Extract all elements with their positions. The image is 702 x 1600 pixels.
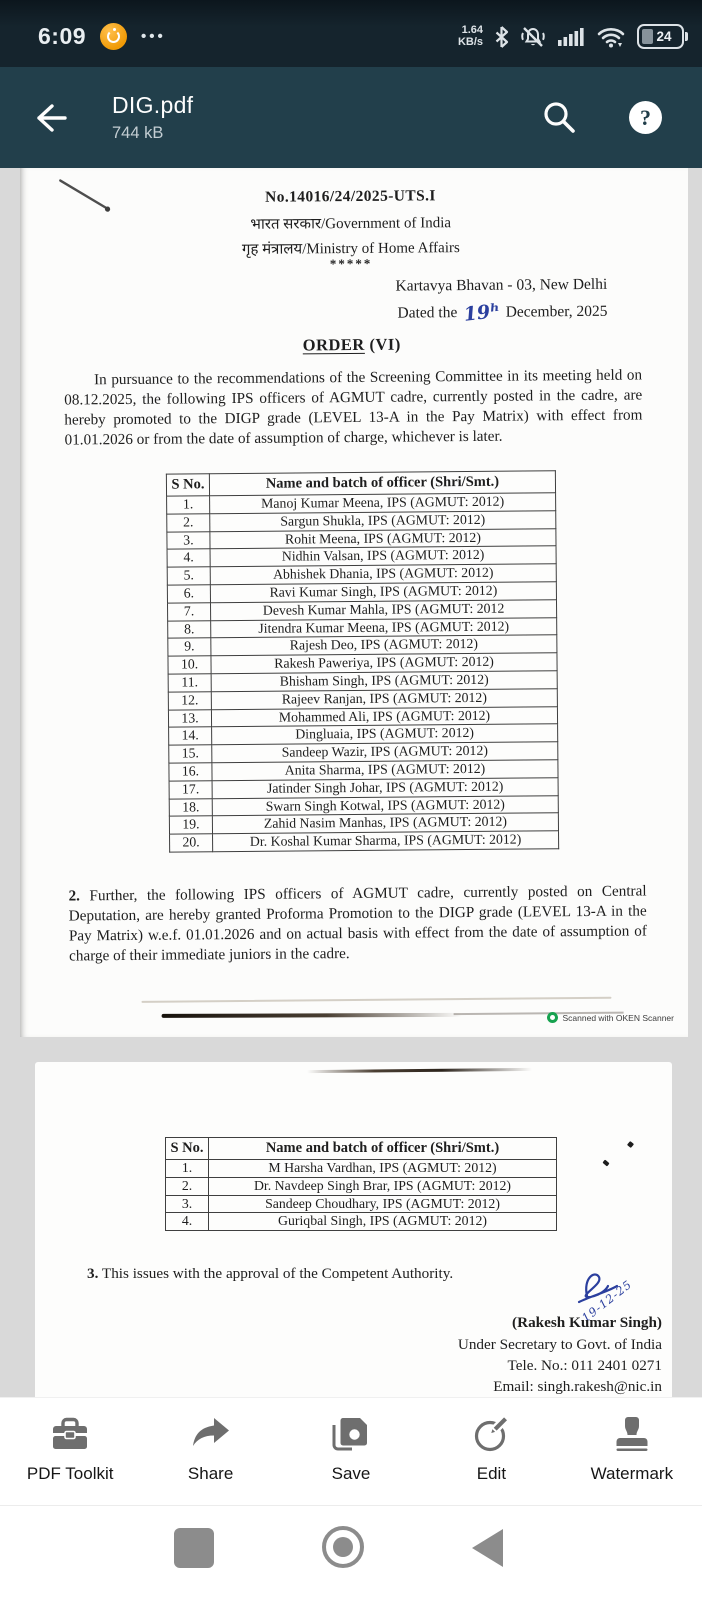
officer-name-cell: Anita Sharma, IPS (AGMUT: 2012) [212,760,558,781]
signatory-designation: Under Secretary to Govt. of India [457,1336,662,1353]
paragraph-3: 3. This issues with the approval of the Competent Authority. [87,1265,454,1282]
file-title: DIG.pdf [112,92,194,118]
serial-no-cell: 19. [169,816,212,834]
org-line-1: भारत सरकार/Government of India [250,215,452,233]
toolbar-watermark[interactable] [562,1398,702,1505]
officer-name-cell: Rohit Meena, IPS (AGMUT: 2012) [210,528,556,549]
officer-name-cell: Jitendra Kumar Meena, IPS (AGMUT: 2012) [211,617,557,638]
serial-no-cell: 9. [168,638,211,656]
status-bar [0,0,702,67]
serial-no-cell: 1. [166,1160,209,1178]
search-button[interactable] [541,100,577,136]
serial-no-cell: 7. [167,603,210,621]
battery-level: 24 [656,29,672,44]
nav-home-button[interactable] [322,1526,364,1568]
col-officer-name: Name and batch of officer (Shri/Smt.) [209,471,555,496]
paragraph-1: In pursuance to the recommendations of the Screening Committee in its meeting held on 08.12.2025, the following IPS officers of AGMUT cadre, currently posted in the cadre, are hereby promoted to the DIGP grade (LEVEL 13-A in the Pay Matrix) with effect from 01.01.2026 or from the date of assumption of charge, whichever is later. [64,366,643,449]
serial-no-cell: 1. [167,496,210,514]
paragraph-2: 2. Further, the following IPS officers of AGMUT cadre, currently posted on Central Deputation, are hereby granted Proforma Promotion to the DIGP grade (LEVEL 13-A in the Pay Matrix) w.e.f. 01.01.2026 and on actual basis with effect from the date of assumption of charge of their immediate juniors in the cadre. [68,882,647,965]
officer-row [166,1195,557,1213]
officers-table-page1 [166,470,559,852]
nav-back-button[interactable] [472,1529,503,1567]
officer-name-cell: Sandeep Wazir, IPS (AGMUT: 2012) [212,742,558,763]
signature-date: 19-12-25 [579,1277,635,1325]
back-button[interactable] [32,101,70,135]
serial-no-cell: 8. [168,620,211,638]
officer-name-cell: Dr. Koshal Kumar Sharma, IPS (AGMUT: 2012) [213,831,559,852]
mute-vibrate-icon [520,25,546,49]
oken-scanner-attribution: Scanned with OKEN Scanner [547,1012,674,1023]
signatory-phone: Tele. No.: 011 2401 0271 [507,1357,662,1374]
signatory-email: Email: singh.rakesh@nic.in [493,1378,662,1395]
ink-speck [627,1141,634,1148]
bottom-toolbar [0,1397,702,1505]
serial-no-cell: 13. [168,709,211,727]
toolbar-label: Share [187,1464,234,1483]
app-notification-icon [100,23,127,50]
officer-name-cell: Manoj Kumar Meena, IPS (AGMUT: 2012) [210,493,556,514]
officers-table-page2 [165,1137,557,1231]
pdf-viewport[interactable] [0,168,702,1397]
bluetooth-icon [494,25,509,49]
officer-name-cell: Rakesh Paweriya, IPS (AGMUT: 2012) [211,653,557,674]
oken-scanner-icon [547,1012,558,1023]
officer-name-cell: Sargun Shukla, IPS (AGMUT: 2012) [210,511,556,532]
toolbar-save[interactable] [281,1398,421,1505]
serial-no-cell: 16. [169,763,212,781]
officer-name-cell: Swarn Singh Kotwal, IPS (AGMUT: 2012) [212,795,558,816]
serial-no-cell: 12. [168,692,211,710]
handwritten-day: 19ʰ [462,299,502,326]
toolbar-label: Save [331,1464,371,1483]
serial-no-cell: 2. [167,514,210,532]
toolbar-label: Edit [476,1464,507,1483]
scan-artifact-dark [162,1013,462,1018]
toolbox-icon [49,1414,91,1454]
officer-row [166,1160,557,1178]
toolbar-label: PDF Toolkit [26,1464,114,1483]
file-size: 744 kB [112,124,164,142]
clock: 6:09 [38,23,87,49]
officer-row [166,1213,557,1231]
signatory-name: (Rakesh Kumar Singh) [512,1314,662,1331]
officer-row [170,831,559,852]
serial-no-cell: 20. [170,834,213,852]
officer-name-cell: Zahid Nasim Manhas, IPS (AGMUT: 2012) [212,813,558,834]
ink-speck [602,1160,609,1167]
serial-no-cell: 18. [169,798,212,816]
scan-artifact-top [307,1068,532,1073]
edit-pencil-icon [470,1414,512,1454]
serial-no-cell: 11. [168,674,211,692]
pdf-page-1 [20,168,688,1037]
serial-no-cell: 4. [166,1213,209,1231]
officer-name-cell: Rajesh Deo, IPS (AGMUT: 2012) [211,635,557,656]
app-bar [0,67,702,168]
wifi-icon [596,25,626,49]
more-notifications-icon: ••• [141,28,166,45]
battery-icon [637,24,684,49]
toolbar-pdf-toolkit[interactable] [0,1398,140,1505]
cell-signal-icon [557,25,585,49]
officer-name-cell: Jatinder Singh Johar, IPS (AGMUT: 2012) [212,777,558,798]
nav-recents-button[interactable] [174,1528,214,1568]
officer-name-cell: M Harsha Vardhan, IPS (AGMUT: 2012) [209,1160,557,1178]
serial-no-cell: 10. [168,656,211,674]
org-line-2: गृह मंत्रालय/Ministry of Home Affairs [241,240,460,258]
officer-row [166,1177,557,1195]
officer-name-cell: Nidhin Valsan, IPS (AGMUT: 2012) [210,546,556,567]
serial-no-cell: 2. [166,1177,209,1195]
serial-no-cell: 3. [166,1195,209,1213]
serial-no-cell: 15. [169,745,212,763]
help-button[interactable]: ? [629,101,662,134]
table-header-row [166,1138,557,1160]
officer-name-cell: Mohammed Ali, IPS (AGMUT: 2012) [211,706,557,727]
officer-name-cell: Dr. Navdeep Singh Brar, IPS (AGMUT: 2012) [209,1177,557,1195]
network-speed-indicator: 1.64 KB/s [457,24,483,48]
officer-name-cell: Sandeep Choudhary, IPS (AGMUT: 2012) [209,1195,557,1213]
col-serial-no: S No. [166,474,209,496]
col-officer-name: Name and batch of officer (Shri/Smt.) [209,1138,557,1160]
scan-artifact-light [141,997,611,1003]
col-serial-no: S No. [166,1138,209,1160]
serial-no-cell: 17. [169,780,212,798]
toolbar-share[interactable] [140,1398,280,1505]
order-heading: ORDER (VI) [302,334,401,355]
watermark-stamp-icon [611,1414,653,1454]
serial-no-cell: 5. [167,567,210,585]
serial-no-cell: 6. [167,585,210,603]
toolbar-edit[interactable] [421,1398,561,1505]
serial-no-cell: 14. [169,727,212,745]
save-floppy-icon [330,1414,372,1454]
pdf-page-2 [35,1062,672,1397]
officer-name-cell: Abhishek Dhania, IPS (AGMUT: 2012) [210,564,556,585]
officer-name-cell: Guriqbal Singh, IPS (AGMUT: 2012) [209,1213,557,1231]
serial-no-cell: 4. [167,549,210,567]
toolbar-label: Watermark [590,1464,674,1483]
star-separator: ***** [329,255,373,272]
date-line: Dated the 19ʰ December, 2025 [397,299,608,326]
share-arrow-icon [190,1414,232,1454]
officer-name-cell: Rajeev Ranjan, IPS (AGMUT: 2012) [211,688,557,709]
officer-name-cell: Ravi Kumar Singh, IPS (AGMUT: 2012) [210,582,556,603]
serial-no-cell: 3. [167,531,210,549]
officer-name-cell: Dingluaia, IPS (AGMUT: 2012) [212,724,558,745]
officer-name-cell: Devesh Kumar Mahla, IPS (AGMUT: 2012 [210,600,556,621]
officer-name-cell: Bhisham Singh, IPS (AGMUT: 2012) [211,671,557,692]
reference-number: No.14016/24/2025-UTS.I [265,187,436,206]
address-line: Kartavya Bhavan - 03, New Delhi [395,275,608,295]
